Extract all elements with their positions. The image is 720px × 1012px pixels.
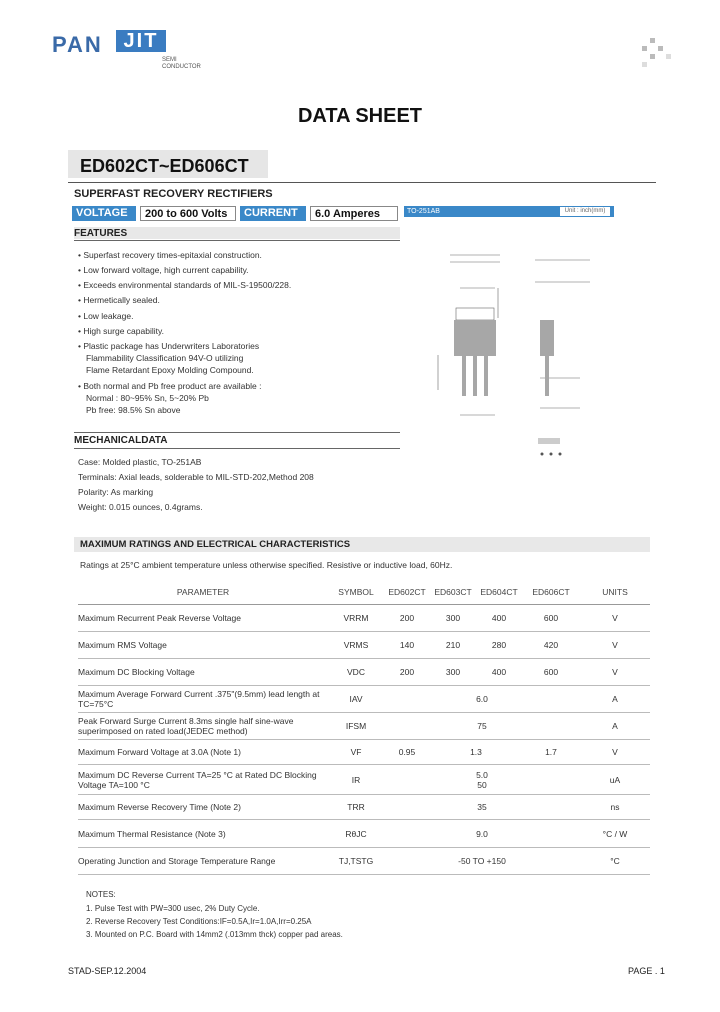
ratings-note: Ratings at 25°C ambient temperature unless otherwise specified. Resistive or inductive load, 60Hz. xyxy=(80,560,453,570)
current-label: CURRENT xyxy=(240,206,306,221)
ratings-cell: IAV xyxy=(328,686,384,713)
col-parameter: PARAMETER xyxy=(78,580,328,605)
ratings-cell: 140 xyxy=(384,632,430,659)
ratings-cell: Maximum DC Blocking Voltage xyxy=(78,659,328,686)
logo-text-pan: PAN xyxy=(52,32,103,57)
ratings-cell: 420 xyxy=(522,632,580,659)
feature-item: • Plastic package has Underwriters Laboratories xyxy=(78,341,260,351)
feature-item: Normal : 80~95% Sn, 5~20% Pb xyxy=(86,393,209,403)
ratings-cell: V xyxy=(580,605,650,632)
ratings-cell: Peak Forward Surge Current 8.3ms single half sine-wave superimposed on rated load(JEDEC method) xyxy=(78,713,328,740)
note-item: 1. Pulse Test with PW=300 usec, 2% Duty Cycle. xyxy=(86,904,260,913)
ratings-cell: °C / W xyxy=(580,820,650,848)
ratings-cell: 9.0 xyxy=(384,820,580,848)
ratings-cell: 0.95 xyxy=(384,740,430,765)
feature-item: • High surge capability. xyxy=(78,326,164,336)
feature-item: Pb free: 98.5% Sn above xyxy=(86,405,181,415)
logo-text-jit: JIT xyxy=(116,30,166,52)
ratings-cell: RθJC xyxy=(328,820,384,848)
page-title: DATA SHEET xyxy=(297,105,423,127)
ratings-cell: V xyxy=(580,632,650,659)
notes-heading: NOTES: xyxy=(86,890,116,899)
ratings-cell: 300 xyxy=(430,605,476,632)
ratings-cell: 280 xyxy=(476,632,522,659)
ratings-cell: 400 xyxy=(476,659,522,686)
ratings-cell: Maximum Reverse Recovery Time (Note 2) xyxy=(78,795,328,820)
ratings-cell: -50 TO +150 xyxy=(384,848,580,875)
ratings-cell: 200 xyxy=(384,659,430,686)
mech-rule-top xyxy=(74,432,400,433)
ratings-row xyxy=(78,686,650,713)
mechanical-item: Polarity: As marking xyxy=(78,487,154,497)
ratings-heading: MAXIMUM RATINGS AND ELECTRICAL CHARACTERISTICS xyxy=(80,539,351,550)
mechanical-item: Terminals: Axial leads, solderable to MIL-STD-202,Method 208 xyxy=(78,472,314,482)
ratings-cell: Maximum Thermal Resistance (Note 3) xyxy=(78,820,328,848)
ratings-cell xyxy=(384,765,580,795)
ratings-cell: ns xyxy=(580,795,650,820)
ratings-cell: VF xyxy=(328,740,384,765)
ratings-cell: 300 xyxy=(430,659,476,686)
feature-item: • Both normal and Pb free product are available : xyxy=(78,381,262,391)
ratings-cell: 600 xyxy=(522,605,580,632)
ratings-row xyxy=(78,820,650,848)
ratings-cell: 600 xyxy=(522,659,580,686)
ratings-cell: 35 xyxy=(384,795,580,820)
voltage-label: VOLTAGE xyxy=(72,206,136,221)
ratings-row xyxy=(78,713,650,740)
ratings-row xyxy=(78,659,650,686)
logo-subtext: SEMI CONDUCTOR xyxy=(162,57,201,70)
ratings-cell: 210 xyxy=(430,632,476,659)
mechanical-item: Weight: 0.015 ounces, 0.4grams. xyxy=(78,502,203,512)
col-ed602ct: ED602CT xyxy=(384,580,430,605)
voltage-value: 200 to 600 Volts xyxy=(140,206,236,221)
footer-date: STAD-SEP.12.2004 xyxy=(68,966,147,976)
ratings-value: 5.0 xyxy=(476,769,488,780)
ratings-cell: uA xyxy=(580,765,650,795)
mechanical-heading: MECHANICALDATA xyxy=(74,435,168,446)
feature-item: • Hermetically sealed. xyxy=(78,295,160,305)
ratings-cell: V xyxy=(580,740,650,765)
ratings-row xyxy=(78,740,650,765)
ratings-cell: IFSM xyxy=(328,713,384,740)
ratings-cell: VDC xyxy=(328,659,384,686)
package-drawing xyxy=(420,240,620,465)
product-subtitle: SUPERFAST RECOVERY RECTIFIERS xyxy=(74,188,273,200)
part-number: ED602CT~ED606CT xyxy=(80,156,249,176)
mech-rule xyxy=(74,448,400,449)
ratings-cell: 1.3 xyxy=(430,740,522,765)
ratings-row xyxy=(78,765,650,795)
ratings-cell: Maximum RMS Voltage xyxy=(78,632,328,659)
ratings-cell: 200 xyxy=(384,605,430,632)
features-rule xyxy=(74,240,400,241)
ratings-row xyxy=(78,605,650,632)
features-heading: FEATURES xyxy=(74,228,128,239)
package-bar: TO-251AB xyxy=(404,206,614,217)
ratings-cell: 75 xyxy=(384,713,580,740)
ratings-cell: Maximum DC Reverse Current TA=25 °C at Rated DC Blocking Voltage TA=100 °C xyxy=(78,765,328,795)
ratings-cell: TRR xyxy=(328,795,384,820)
feature-item: • Low leakage. xyxy=(78,311,134,321)
current-value: 6.0 Amperes xyxy=(310,206,398,221)
ratings-cell: Maximum Recurrent Peak Reverse Voltage xyxy=(78,605,328,632)
feature-item: Flame Retardant Epoxy Molding Compound. xyxy=(86,365,254,375)
feature-item: Flammability Classification 94V-O utilizing xyxy=(86,353,244,363)
ratings-cell: IR xyxy=(328,765,384,795)
ratings-row xyxy=(78,848,650,875)
ratings-cell: Operating Junction and Storage Temperature Range xyxy=(78,848,328,875)
col-ed603ct: ED603CT xyxy=(430,580,476,605)
note-item: 3. Mounted on P.C. Board with 14mm2 (.013mm thck) copper pad areas. xyxy=(86,930,343,939)
col-units: UNITS xyxy=(580,580,650,605)
ratings-cell: A xyxy=(580,686,650,713)
feature-item: • Low forward voltage, high current capability. xyxy=(78,265,249,275)
ratings-cell: 6.0 xyxy=(384,686,580,713)
ratings-cell: VRRM xyxy=(328,605,384,632)
ratings-value: 50 xyxy=(477,779,487,790)
ratings-cell: Maximum Average Forward Current .375"(9.5mm) lead length at TC=75°C xyxy=(78,686,328,713)
ratings-cell: VRMS xyxy=(328,632,384,659)
ratings-header-row xyxy=(78,580,650,605)
ratings-cell: °C xyxy=(580,848,650,875)
ratings-table xyxy=(78,580,650,875)
ratings-cell: A xyxy=(580,713,650,740)
note-item: 2. Reverse Recovery Test Conditions:IF=0.5A,Ir=1.0A,Irr=0.25A xyxy=(86,917,312,926)
header-rule xyxy=(68,182,656,183)
ratings-cell: 1.7 xyxy=(522,740,580,765)
package-unit: Unit : inch(mm) xyxy=(560,207,610,216)
ratings-cell: 400 xyxy=(476,605,522,632)
col-ed606ct: ED606CT xyxy=(522,580,580,605)
col-symbol: SYMBOL xyxy=(328,580,384,605)
ratings-cell: Maximum Forward Voltage at 3.0A (Note 1) xyxy=(78,740,328,765)
ratings-cell: TJ,TSTG xyxy=(328,848,384,875)
footer-page: PAGE . 1 xyxy=(628,966,665,976)
feature-item: • Superfast recovery times-epitaxial construction. xyxy=(78,250,262,260)
ratings-row xyxy=(78,795,650,820)
col-ed604ct: ED604CT xyxy=(476,580,522,605)
ratings-row xyxy=(78,632,650,659)
feature-item: • Exceeds environmental standards of MIL-S-19500/228. xyxy=(78,280,292,290)
ratings-cell: V xyxy=(580,659,650,686)
mechanical-item: Case: Molded plastic, TO-251AB xyxy=(78,457,202,467)
